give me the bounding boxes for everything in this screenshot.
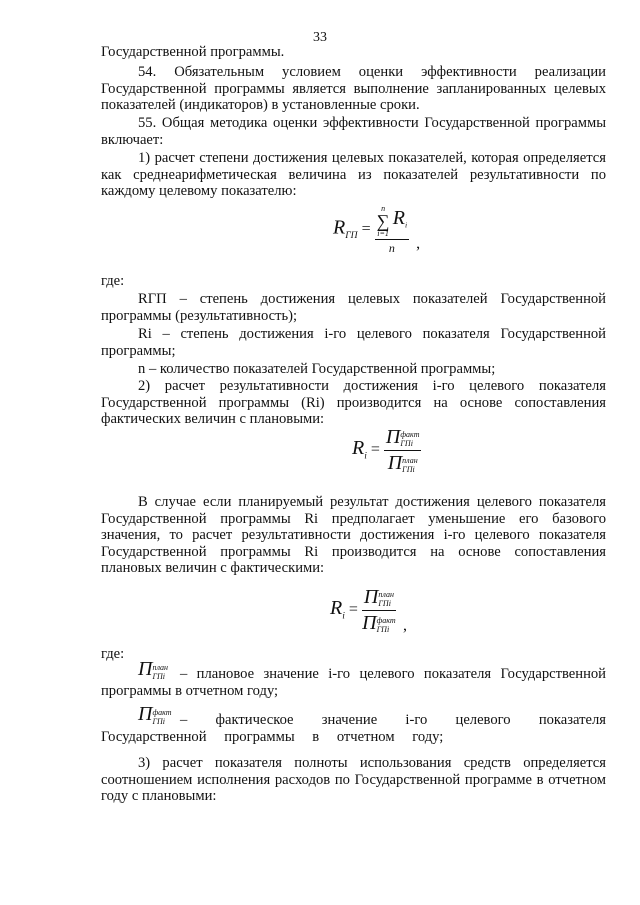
paragraph-item-2: 2) расчет результативности достижения i-го целевого показателя Государственной программы (Ri) производится на основе сопоставления фактических величин с плановыми: <box>101 378 606 428</box>
symbol-p-plan: П план ГПi <box>138 658 169 681</box>
formula-fraction-2 <box>384 426 422 475</box>
paragraph-item-1: 1) расчет степени достижения целевых показателей, которая определяется как среднеарифметическая величина из показателей результативности по каждому целевому показателю: <box>101 150 606 200</box>
sum-upper-limit: n <box>381 204 386 213</box>
formula-ri: R <box>392 206 405 229</box>
formula-ri-direct: $R_i$ = П факт ГПi П план ГПi <box>352 426 420 475</box>
numerator-plan: П план ГПi <box>362 586 396 611</box>
formula-rgp <box>333 204 420 256</box>
sum-icon: ∑ <box>376 211 390 231</box>
label-where-2: где: <box>101 646 125 662</box>
sum-symbol-group <box>377 204 390 238</box>
formula-numerator: n ∑ i=1 $R_i$ <box>376 204 408 238</box>
paragraph-item-3: 3) расчет показателя полноты использования средств определяется соотношением исполнения расходов по Государственной программе в отчетном году с плановыми: <box>101 755 606 805</box>
sum-lower-limit: i=1 <box>377 229 389 238</box>
formula-equals-3: = <box>348 601 358 619</box>
paragraph-54: 54. Обязательным условием оценки эффективности реализации Государственной программы является выполнение запланированных целевых показателей (индикаторов) в установленные сроки. <box>101 64 606 114</box>
formula-r-symbol-3: R <box>330 597 343 620</box>
symbol-p-fakt: П факт ГПi <box>138 703 172 726</box>
definition-n: n – количество показателей Государственной программы; <box>138 361 496 377</box>
formula-comma-3: , <box>402 617 407 635</box>
numerator-fakt: П факт ГПi <box>384 426 422 451</box>
denominator-fakt: П факт ГПi <box>362 612 396 635</box>
formula-equals-2: = <box>370 441 380 459</box>
definition-ri: Ri – степень достижения i-го целевого показателя Государственной программы; <box>101 326 606 359</box>
formula-fraction-3 <box>362 586 396 635</box>
formula-comma: , <box>416 234 421 252</box>
paragraph-55: 55. Общая методика оценки эффективности Государственной программы включает: <box>101 115 606 148</box>
formula-denominator: n <box>388 241 395 255</box>
formula-gp-sub: ГП <box>345 229 358 241</box>
paragraph-continuation: Государственной программы. <box>101 44 285 60</box>
formula-fraction <box>375 204 409 256</box>
page-number: 33 <box>313 30 327 45</box>
definition-rgp: RГП – степень достижения целевых показателей Государственной программы (результативность); <box>101 291 606 324</box>
label-where-1: где: <box>101 273 125 289</box>
paragraph-decrease-case: В случае если планируемый результат достижения целевого показателя Государственной программы Ri предполагает уменьшение его базового значения, то расчет результативности достижения i-го целевого показателя Государственной программы Ri производится на основе сопоставления плановых величин с фактическими: <box>101 494 606 577</box>
formula-r-symbol-2: R <box>352 437 365 460</box>
definition-plan-text: – плановое значение i-го целевого показателя Государственной программы в отчетном году; <box>101 666 606 699</box>
denominator-plan: П план ГПi <box>387 452 418 475</box>
formula-equals: = <box>361 220 371 238</box>
definition-fakt-text: – фактическое значение i-го целевого показателя Государственной программы в отчетном году; <box>101 712 606 745</box>
formula-ri-inverse: $R_i$ = П план ГПi П факт ГПi , <box>330 586 407 635</box>
formula-r-symbol: R <box>333 216 346 239</box>
